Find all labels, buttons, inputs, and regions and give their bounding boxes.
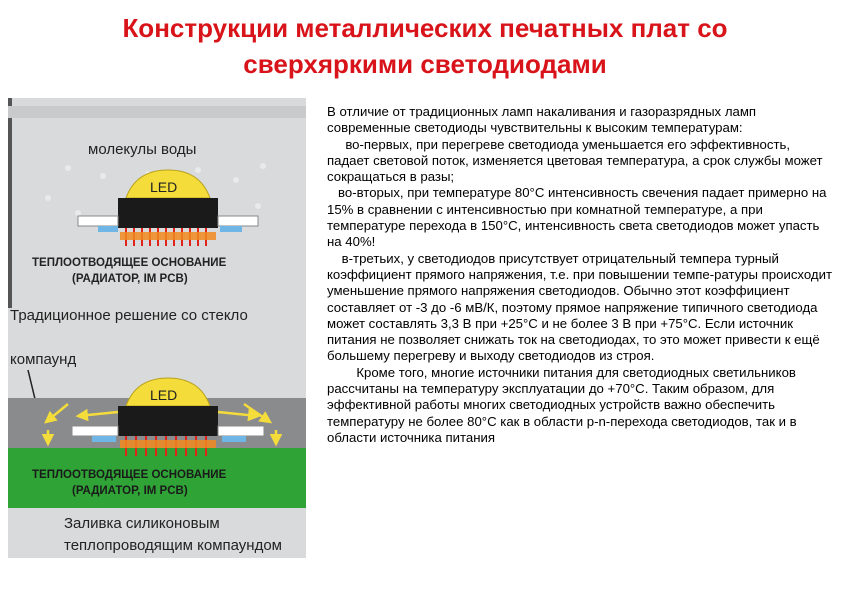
figure-edge-stripe: [8, 98, 12, 308]
led-cooling-diagram: [8, 98, 306, 558]
paragraph-third: в-третьих, у светодиодов присутствует отрицательный темпера турный коэффициент прямого напряжения, т.е. при повышении темпе-ратуры происходит уменьшение прямого напряжения светодиодов. Обычно этот коэффициент составляет от -3 до -6 мВ/К, поэтому прямое напряжение типичного светодиода может составлять 3,3 В при +25°C и не более 3 В при +75°C. Если источник питания не позволяет снижать ток на светодиодах, то это может привести к ещё большему перегреву и выходу светодиодов из строя.: [327, 250, 836, 364]
led-body-top: [118, 198, 218, 228]
base-label-top-2: (РАДИАТОР, IM PCB): [72, 273, 188, 285]
base-label-bottom-2: (РАДИАТОР, IM PCB): [72, 485, 188, 497]
compound-label: компаунд: [10, 351, 77, 368]
base-label-top-1: ТЕПЛООТВОДЯЩЕЕ ОСНОВАНИЕ: [32, 257, 227, 269]
paragraph-intro: В отличие от традиционных ламп накаливания и газоразрядных ламп современные светодиоды чувствительны к высоким температурам:: [327, 104, 760, 136]
paragraph-second: во-вторых, при температуре 80°C интенсивность свечения падает примерно на 15% в сравнении с интенсивностью при комнатной температуре, а при температуре перехода в 150°C, интенсивность света светодиодов может упасть на 40%!: [327, 185, 831, 250]
body-text: [327, 104, 836, 446]
title-line-1: Конструкции металлических печатных плат со: [122, 13, 728, 43]
base-label-bottom-1: ТЕПЛООТВОДЯЩЕЕ ОСНОВАНИЕ: [32, 469, 227, 481]
led-label-bottom: LED: [150, 387, 178, 403]
page-title: [0, 10, 850, 82]
led-body-bottom: [118, 406, 218, 436]
led-label-top: LED: [150, 179, 178, 195]
traditional-solution-label: Традиционное решение со стекло: [10, 307, 248, 324]
water-molecules-label: молекулы воды: [88, 141, 197, 158]
paragraph-conclusion: Кроме того, многие источники питания для светодиодных светильников рассчитаны на температуру эксплуатации до +70°C. Таким образом, для эффективной работы многих светодиодных устройств важно обеспечить температуру не более 80°C как в области p-n-перехода светодиодов, так и в области источника питания: [327, 364, 801, 445]
caption-line-2: теплопроводящим компаундом: [64, 537, 282, 554]
title-line-2: сверхяркими светодиодами: [243, 49, 607, 79]
paragraph-first: во-первых, при перегреве светодиода уменьшается его эффективность, падает световой поток, изменяется цветовая температура, а срок службы может сокращаться в разы;: [327, 136, 827, 185]
caption-line-1: Заливка силиконовым: [64, 515, 220, 532]
